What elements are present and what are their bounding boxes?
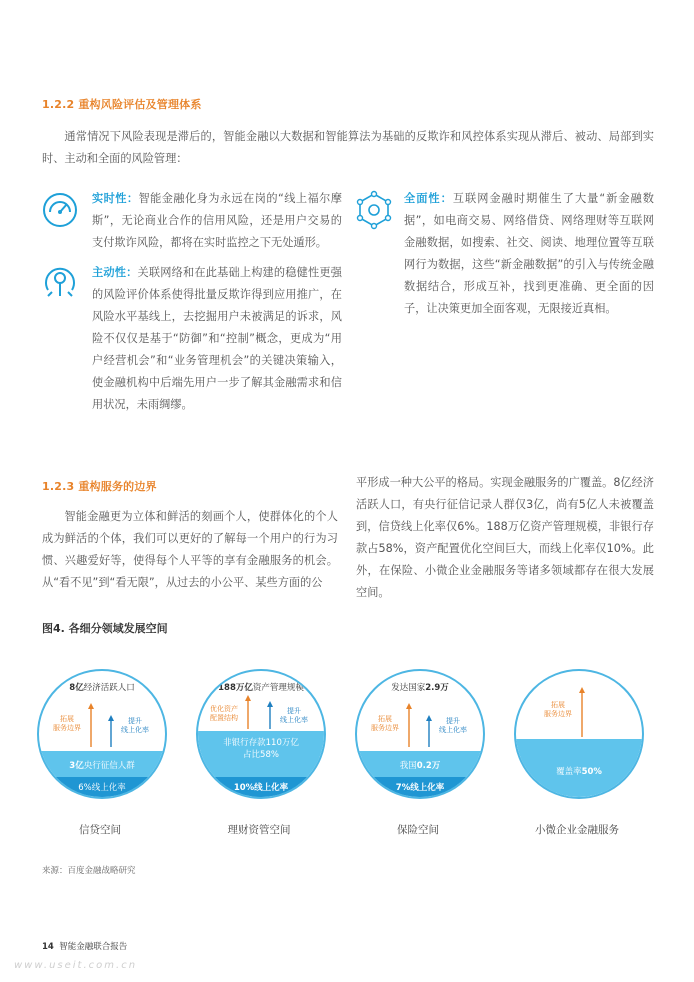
intro-paragraph: 通常情况下风险表现是滞后的，智能金融以大数据和智能算法为基础的反欺诈和风控体系实现从滞后、被动、局部到实时、主动和全面的风险管理： (42, 130, 654, 165)
page-number: 14 (42, 942, 54, 952)
caption-sme: 小微企业金融服务 (535, 824, 619, 836)
circle-mid-label: 覆盖率50% (556, 767, 602, 777)
arrow-label-blue: 提升 线上化率 (280, 707, 308, 724)
circle-top-label: 188万亿资产管理规模 (218, 683, 304, 693)
circle-mid-label: 非银行存款110万亿 占比58% (223, 738, 299, 760)
circle-sme (514, 669, 644, 799)
circle-top-label: 8亿经济活跃人口 (69, 683, 135, 693)
page-footer (42, 940, 127, 952)
caption-credit: 信贷空间 (79, 824, 121, 836)
feature-realtime (92, 188, 342, 254)
circle-bottom-label: 10%线上化率 (233, 783, 289, 793)
circle-insurance (355, 669, 485, 799)
feature-text: 关联网络和在此基础上构建的稳健性更强的风险评价体系使得批量反欺诈得到应用推广，在风险水平基线上，去挖掘用户未被满足的诉求，风险不仅仅是基于“防御”和“控制”概念，更成为“用户经营机会”和“业务管理机会”的关键决策输入，使金融机构中后端先用户一步了解其金融需求和信用状况，未雨绸缪。 (92, 266, 342, 411)
feature-title: 实时性： (92, 192, 139, 205)
feature-text: 智能金融化身为永远在岗的“线上福尔摩斯”，无论商业合作的信用风险，还是用户交易的支付欺诈风险，都将在实时监控之下无处遁形。 (92, 192, 342, 249)
circle-bottom-label: 7%线上化率 (395, 783, 445, 793)
feature-title: 主动性： (92, 266, 138, 279)
speedometer-icon (40, 190, 80, 230)
service-left-paragraph: 智能金融更为立体和鲜活的刻画个人，使群体化的个人成为鲜活的个体，我们可以更好的了解每一个用户的行为习惯、兴趣爱好等，使得每个人平等的享有金融服务的机会。从“看不见”到“看无限”，从过去的小公平、某些方面的公 (42, 510, 338, 589)
circle-wealth (196, 669, 326, 799)
circle-mid-label: 我国0.2万 (399, 761, 441, 771)
arrow-label-orange: 优化资产 配置结构 (210, 705, 238, 722)
circle-mid-label: 3亿央行征信人群 (69, 761, 135, 771)
feature-title: 全面性： (404, 192, 453, 205)
arrow-label-orange: 拓展 服务边界 (371, 715, 399, 732)
caption-wealth: 理财资管空间 (227, 824, 291, 836)
watermark: www.useit.com.cn (14, 960, 138, 971)
feature-comprehensive (404, 188, 654, 320)
feature-text: 互联网金融时期催生了大量“新金融数据”，如电商交易、网络借贷、网络理财等互联网金融数据，如搜索、社交、阅读、地理位置等互联网行为数据，这些“新金融数据”的引入与传统金融数据结合，形成互补，找到更准确、更全面的因子，让决策更加全面客观，无限接近真相。 (404, 192, 654, 315)
section-heading-service: 1.2.3 重构服务的边界 (42, 480, 157, 493)
arrow-icon (516, 671, 642, 797)
feature-proactive (92, 262, 342, 416)
arrow-label-blue: 提升 线上化率 (439, 717, 467, 734)
report-title: 智能金融联合报告 (59, 942, 128, 952)
arrow-label-orange: 拓展 服务边界 (544, 701, 572, 718)
network-icon (354, 190, 394, 230)
key-shield-icon (40, 262, 80, 302)
section-heading-risk: 1.2.2 重构风险评估及管理体系 (42, 98, 202, 111)
arrow-label-orange: 拓展 服务边界 (53, 715, 81, 732)
service-right-paragraph: 平形成一种大公平的格局。实现金融服务的广覆盖。8亿经济活跃人口，有央行征信记录人群仅3亿，尚有5亿人未被覆盖到，信贷线上化率仅6%。188万亿资产管理规模，非银行存款占58%，资产配置优化空间巨大，而线上化率仅10%。此外，在保险、小微企业金融服务等诸多领域都存在很大发展空间。 (356, 476, 654, 599)
arrows-icon (198, 671, 324, 797)
figure-title: 图4. 各细分领域发展空间 (42, 622, 168, 635)
circle-credit (37, 669, 167, 799)
circle-bottom-label: 6%线上化率 (78, 783, 126, 793)
figure-source: 来源：百度金融战略研究 (42, 866, 136, 876)
caption-insurance: 保险空间 (397, 824, 439, 836)
circle-top-label: 发达国家2.9万 (391, 683, 449, 693)
arrow-label-blue: 提升 线上化率 (121, 717, 149, 734)
